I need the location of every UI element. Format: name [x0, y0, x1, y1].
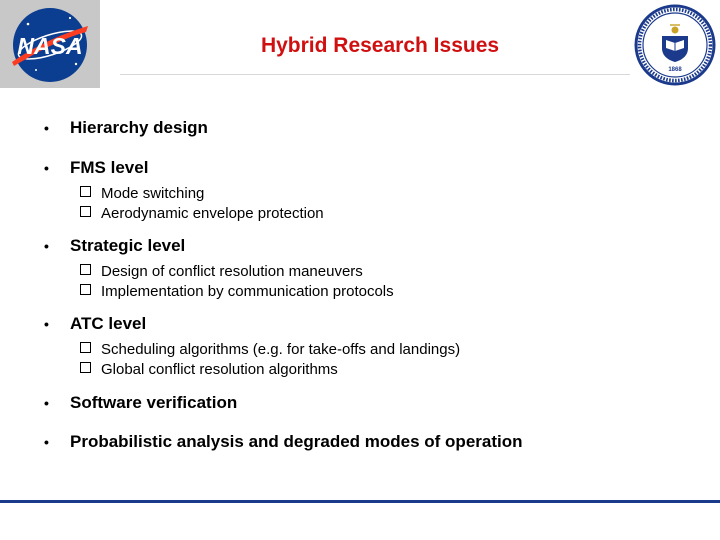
- checkbox-square-icon: [80, 362, 91, 373]
- bullet-text: FMS level: [70, 158, 149, 177]
- bullet-text: Software verification: [70, 393, 238, 412]
- subbullet-text: Scheduling algorithms (e.g. for take-offs and landings): [101, 341, 461, 358]
- subbullet-scheduling-algorithms: [80, 340, 460, 359]
- subbullet-global-conflict: [80, 360, 338, 379]
- subbullet-conflict-maneuvers: [80, 262, 363, 281]
- subbullet-text: Aerodynamic envelope protection: [101, 205, 324, 222]
- subbullet-envelope-protection: [80, 204, 324, 223]
- svg-text:NASA: NASA: [17, 33, 83, 59]
- bullet-text: ATC level: [70, 314, 147, 333]
- bullet-hierarchy-design: [44, 117, 208, 139]
- bullet-text: Strategic level: [70, 236, 186, 255]
- subbullet-mode-switching: [80, 184, 204, 203]
- subbullet-text: Global conflict resolution algorithms: [101, 361, 338, 378]
- bullet-dot-icon: •: [44, 316, 49, 332]
- checkbox-square-icon: [80, 342, 91, 353]
- bullet-software-verification: [44, 392, 237, 414]
- bullet-strategic-level: [44, 235, 185, 257]
- footer-divider: [0, 500, 720, 503]
- bullet-text: Hierarchy design: [70, 118, 208, 137]
- checkbox-square-icon: [80, 186, 91, 197]
- bullet-atc-level: [44, 313, 146, 335]
- slide-title: Hybrid Research Issues: [260, 34, 500, 57]
- bullet-dot-icon: •: [44, 395, 49, 411]
- bullet-dot-icon: •: [44, 120, 49, 136]
- seal-year: 1868: [668, 67, 682, 73]
- bullet-text: Probabilistic analysis and degraded modes of operation: [70, 432, 523, 451]
- subbullet-communication-protocols: [80, 282, 394, 301]
- bullet-dot-icon: •: [44, 160, 49, 176]
- bullet-dot-icon: •: [44, 434, 49, 450]
- subbullet-text: Design of conflict resolution maneuvers: [101, 263, 363, 280]
- bullet-dot-icon: •: [44, 238, 49, 254]
- checkbox-square-icon: [80, 264, 91, 275]
- checkbox-square-icon: [80, 206, 91, 217]
- subbullet-text: Implementation by communication protocols: [101, 283, 394, 300]
- checkbox-square-icon: [80, 284, 91, 295]
- bullet-fms-level: [44, 157, 148, 179]
- subbullet-text: Mode switching: [101, 185, 205, 202]
- bullet-probabilistic-analysis: [44, 431, 523, 453]
